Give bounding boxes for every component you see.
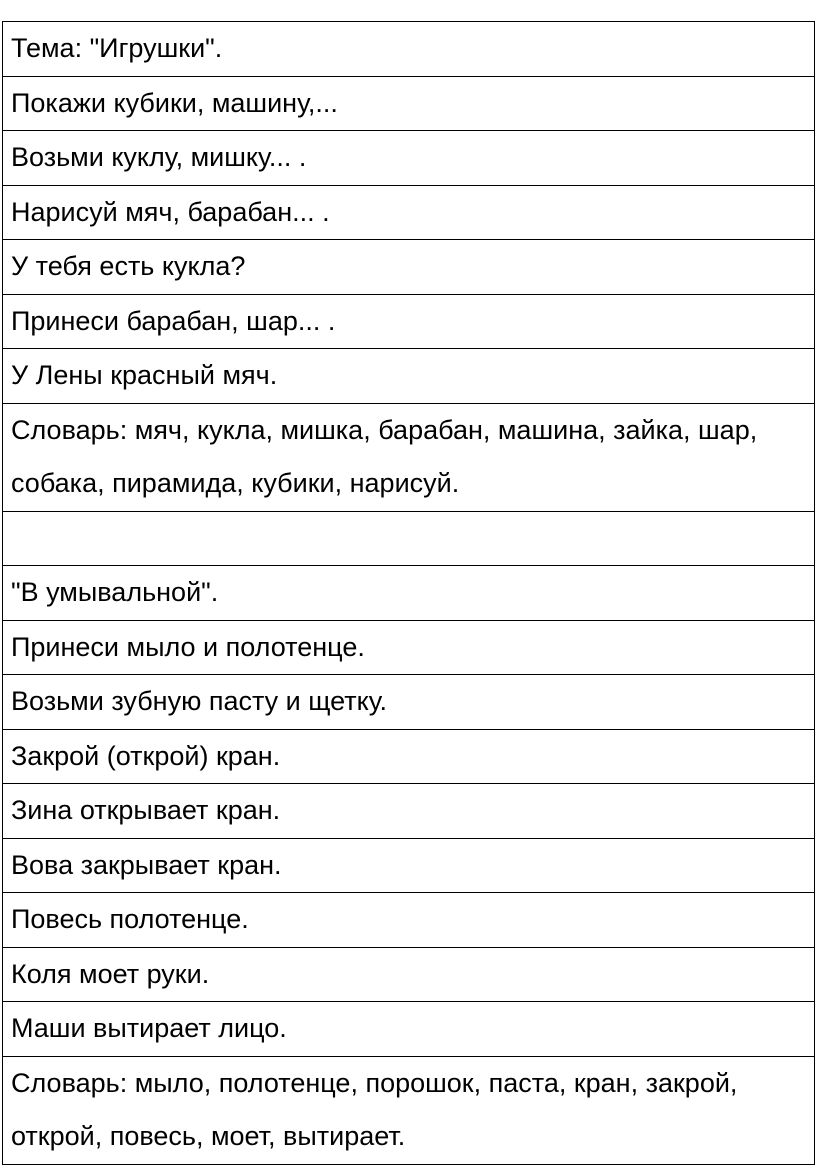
table-row [3, 185, 815, 240]
phrase-cell: Повесь полотенце. [3, 893, 815, 948]
table-row [3, 22, 815, 77]
empty-cell [3, 511, 815, 566]
phrase-cell: Зина открывает кран. [3, 784, 815, 839]
phrase-table [2, 21, 815, 1165]
table-row [3, 76, 815, 131]
phrase-cell: Возьми куклу, мишку... . [3, 131, 815, 186]
table-row [3, 240, 815, 295]
phrase-cell: Покажи кубики, машину,... [3, 76, 815, 131]
table-row [3, 511, 815, 566]
phrase-cell: Вова закрывает кран. [3, 838, 815, 893]
table-row [3, 784, 815, 839]
table-row [3, 893, 815, 948]
vocabulary-cell-washroom: Словарь: мыло, полотенце, порошок, паста, кран, закрой, открой, повесь, моет, вытирает. [3, 1056, 815, 1164]
phrase-cell: Маши вытирает лицо. [3, 1002, 815, 1057]
phrase-cell: Принеси мыло и полотенце. [3, 620, 815, 675]
table-row [3, 1056, 815, 1164]
phrase-cell: Закрой (открой) кран. [3, 729, 815, 784]
table-row [3, 838, 815, 893]
phrase-cell: У Лены красный мяч. [3, 349, 815, 404]
phrase-cell: Принеси барабан, шар... . [3, 294, 815, 349]
topic-title-washroom: "В умывальной". [3, 566, 815, 621]
table-row [3, 566, 815, 621]
phrase-cell: Коля моет руки. [3, 947, 815, 1002]
table-row [3, 947, 815, 1002]
table-row [3, 620, 815, 675]
table-row [3, 294, 815, 349]
table-row [3, 349, 815, 404]
table-row [3, 403, 815, 511]
topic-title-toys: Тема: "Игрушки". [3, 22, 815, 77]
table-row [3, 1002, 815, 1057]
phrase-cell: Нарисуй мяч, барабан... . [3, 185, 815, 240]
table-row [3, 729, 815, 784]
table-row [3, 131, 815, 186]
table-row [3, 675, 815, 730]
phrase-cell: Возьми зубную пасту и щетку. [3, 675, 815, 730]
vocabulary-cell-toys: Словарь: мяч, кукла, мишка, барабан, машина, зайка, шар, собака, пирамида, кубики, нарисуй. [3, 403, 815, 511]
phrase-cell: У тебя есть кукла? [3, 240, 815, 295]
